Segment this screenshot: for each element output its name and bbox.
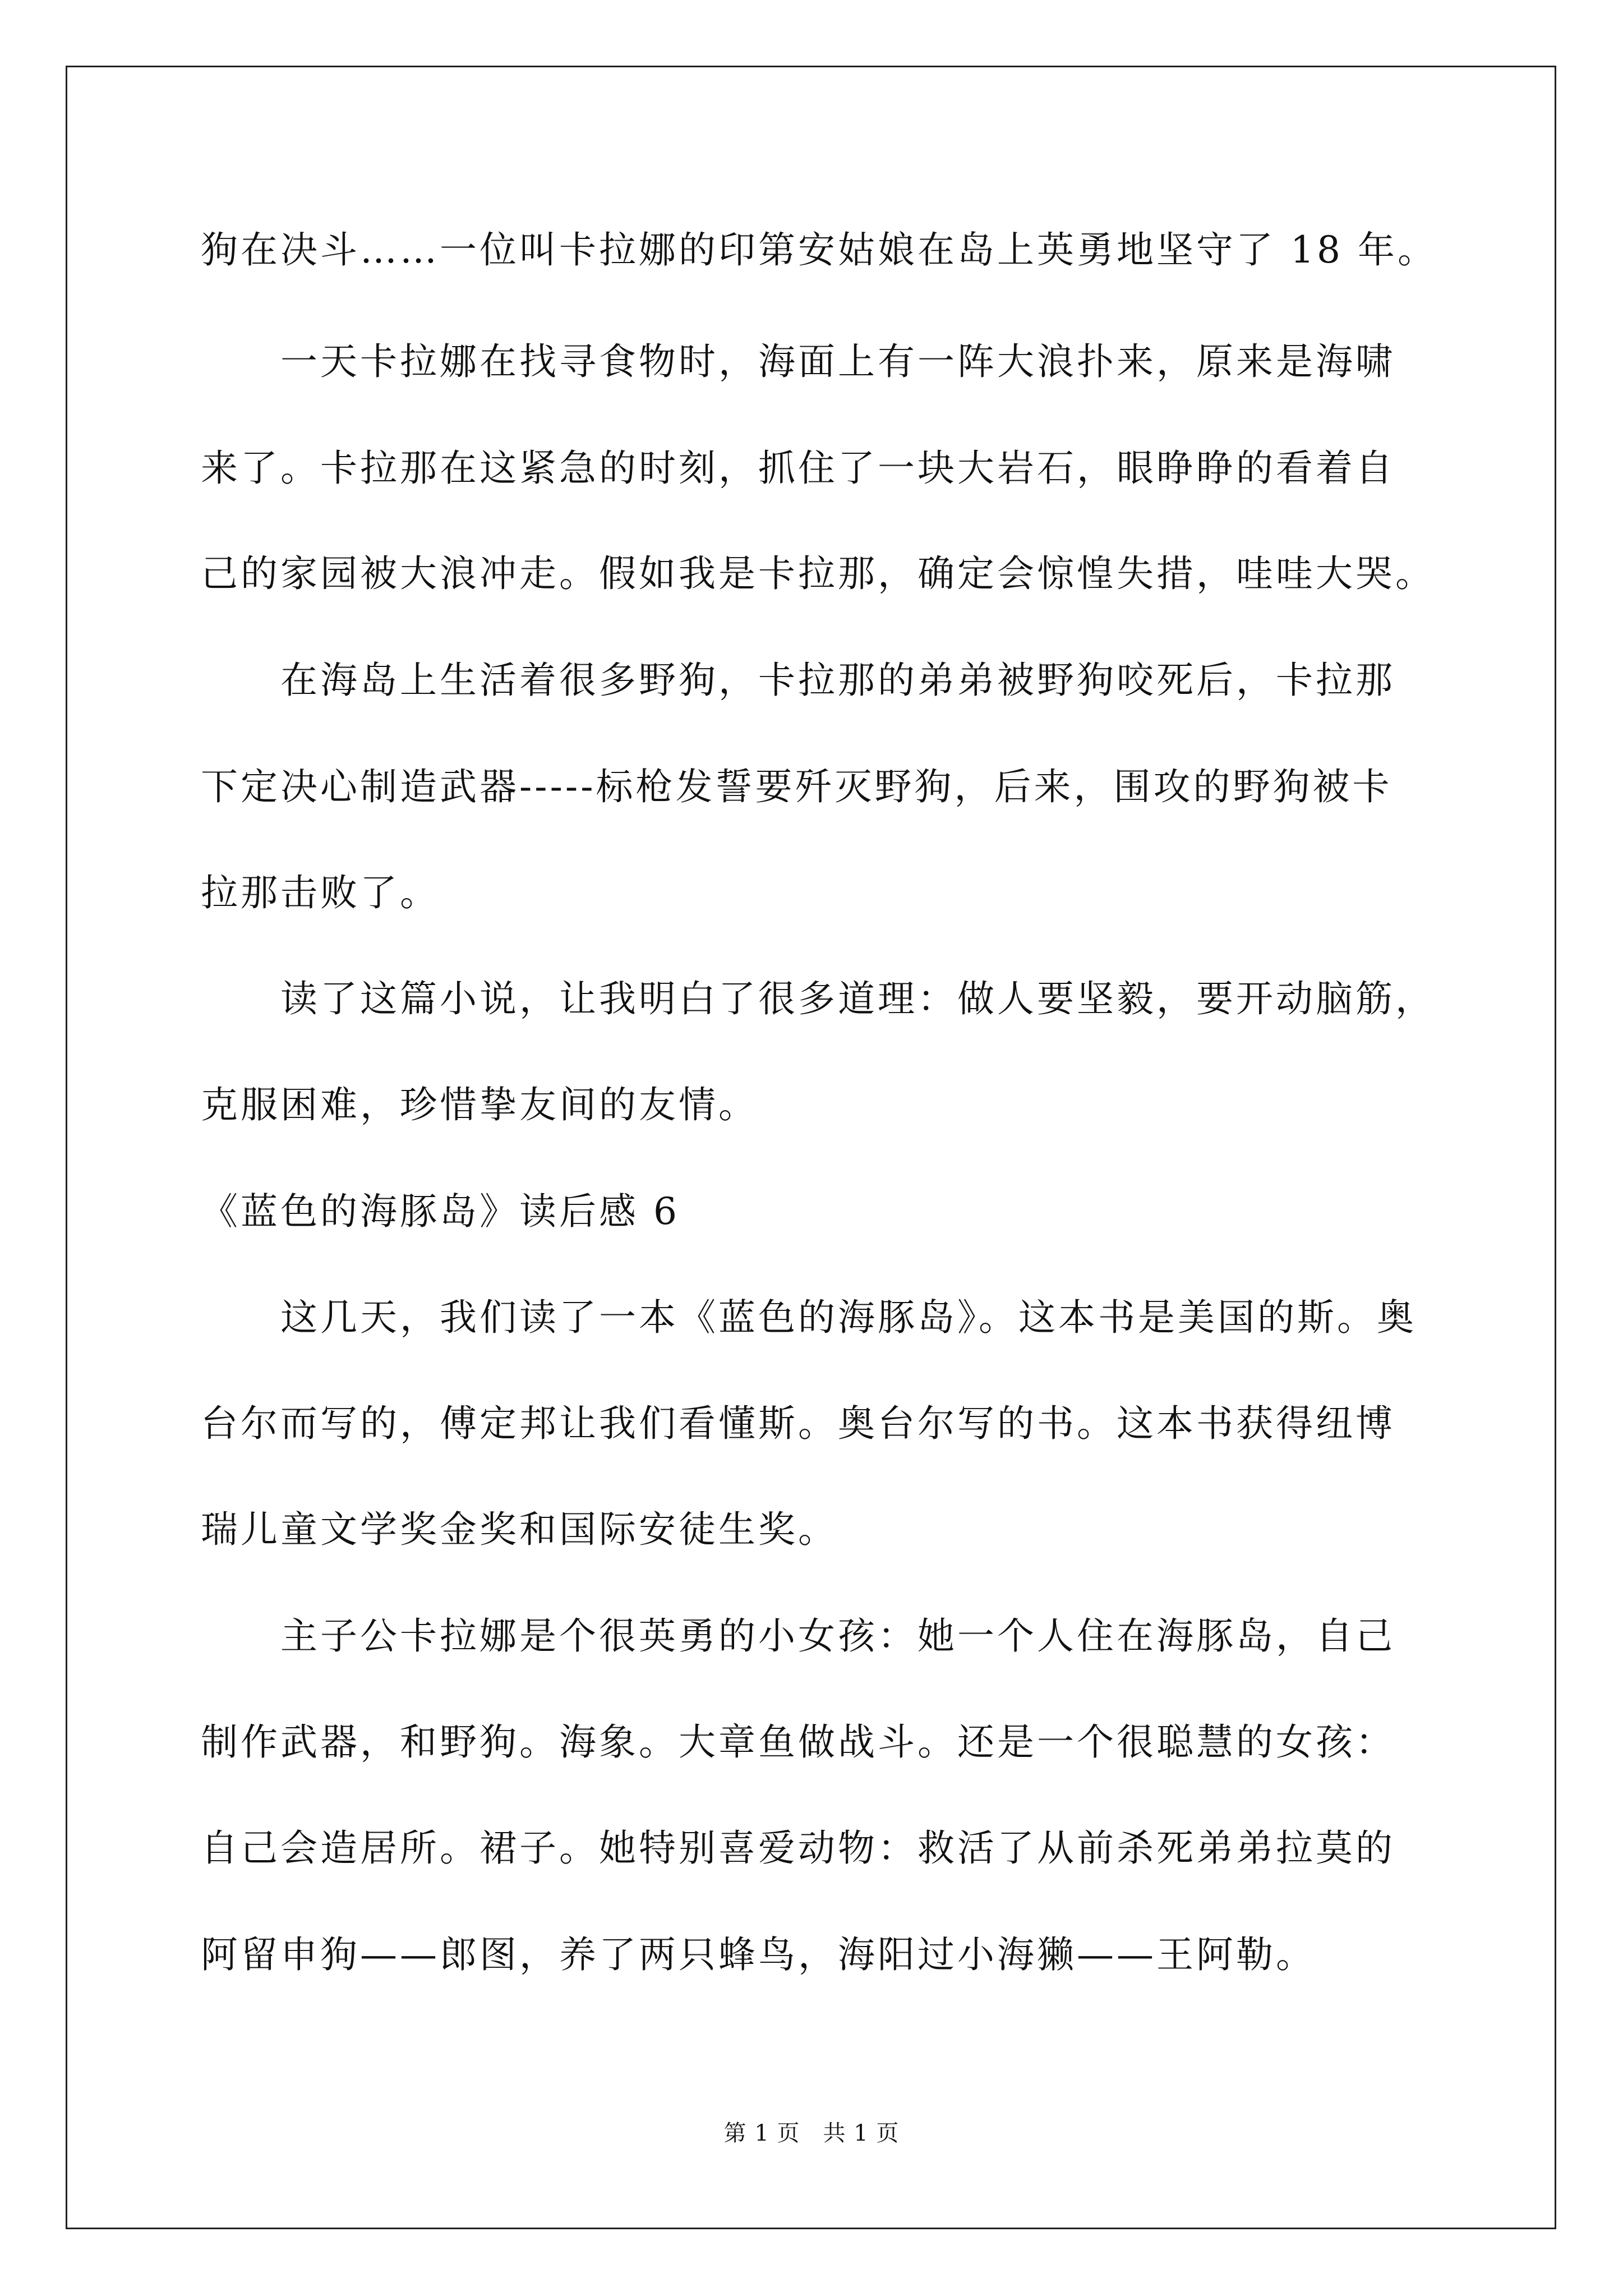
text-line: 制作武器，和野狗。海象。大章鱼做战斗。还是一个很聪慧的女孩： bbox=[201, 1720, 1395, 1764]
text-line: 瑞儿童文学奖金奖和国际安徒生奖。 bbox=[201, 1508, 838, 1551]
section-heading: 《蓝色的海豚岛》读后感 6 bbox=[201, 1190, 680, 1233]
text-line: 下定决心制造武器-----标枪发誓要歼灭野狗，后来，围攻的野狗被卡 bbox=[201, 765, 1393, 808]
paragraph-start-line: 在海岛上生活着很多野狗，卡拉那的弟弟被野狗咬死后，卡拉那 bbox=[280, 659, 1395, 702]
paragraph-start-line: 读了这篇小说，让我明白了很多道理：做人要坚毅，要开动脑筋， bbox=[280, 977, 1435, 1020]
paragraph-start-line: 这几天，我们读了一本《蓝色的海豚岛》。这本书是美国的斯。奥 bbox=[280, 1296, 1417, 1339]
text-line: 狗在决斗……一位叫卡拉娜的印第安姑娘在岛上英勇地坚守了 18 年。 bbox=[201, 228, 1437, 272]
text-line: 来了。卡拉那在这紧急的时刻，抓住了一块大岩石，眼睁睁的看着自 bbox=[201, 447, 1395, 490]
text-line: 自己会造居所。裙子。她特别喜爱动物：救活了从前杀死弟弟拉莫的 bbox=[201, 1826, 1395, 1870]
paragraph-start-line: 一天卡拉娜在找寻食物时，海面上有一阵大浪扑来，原来是海啸 bbox=[280, 340, 1395, 383]
text-line: 阿留申狗——郎图，养了两只蜂鸟，海阳过小海獭——王阿勒。 bbox=[201, 1933, 1316, 1976]
text-line: 台尔而写的，傅定邦让我们看懂斯。奥台尔写的书。这本书获得纽博 bbox=[201, 1402, 1395, 1445]
text-line: 克服困难，珍惜挚友间的友情。 bbox=[201, 1083, 758, 1126]
paragraph-start-line: 主子公卡拉娜是个很英勇的小女孩：她一个人住在海豚岛，自己 bbox=[280, 1614, 1395, 1658]
page-number-footer: 第 1 页 共 1 页 bbox=[723, 2120, 900, 2146]
text-line: 拉那击败了。 bbox=[201, 871, 440, 914]
page-border bbox=[66, 66, 1556, 2229]
text-line: 己的家园被大浪冲走。假如我是卡拉那，确定会惊惶失措，哇哇大哭。 bbox=[201, 552, 1435, 595]
